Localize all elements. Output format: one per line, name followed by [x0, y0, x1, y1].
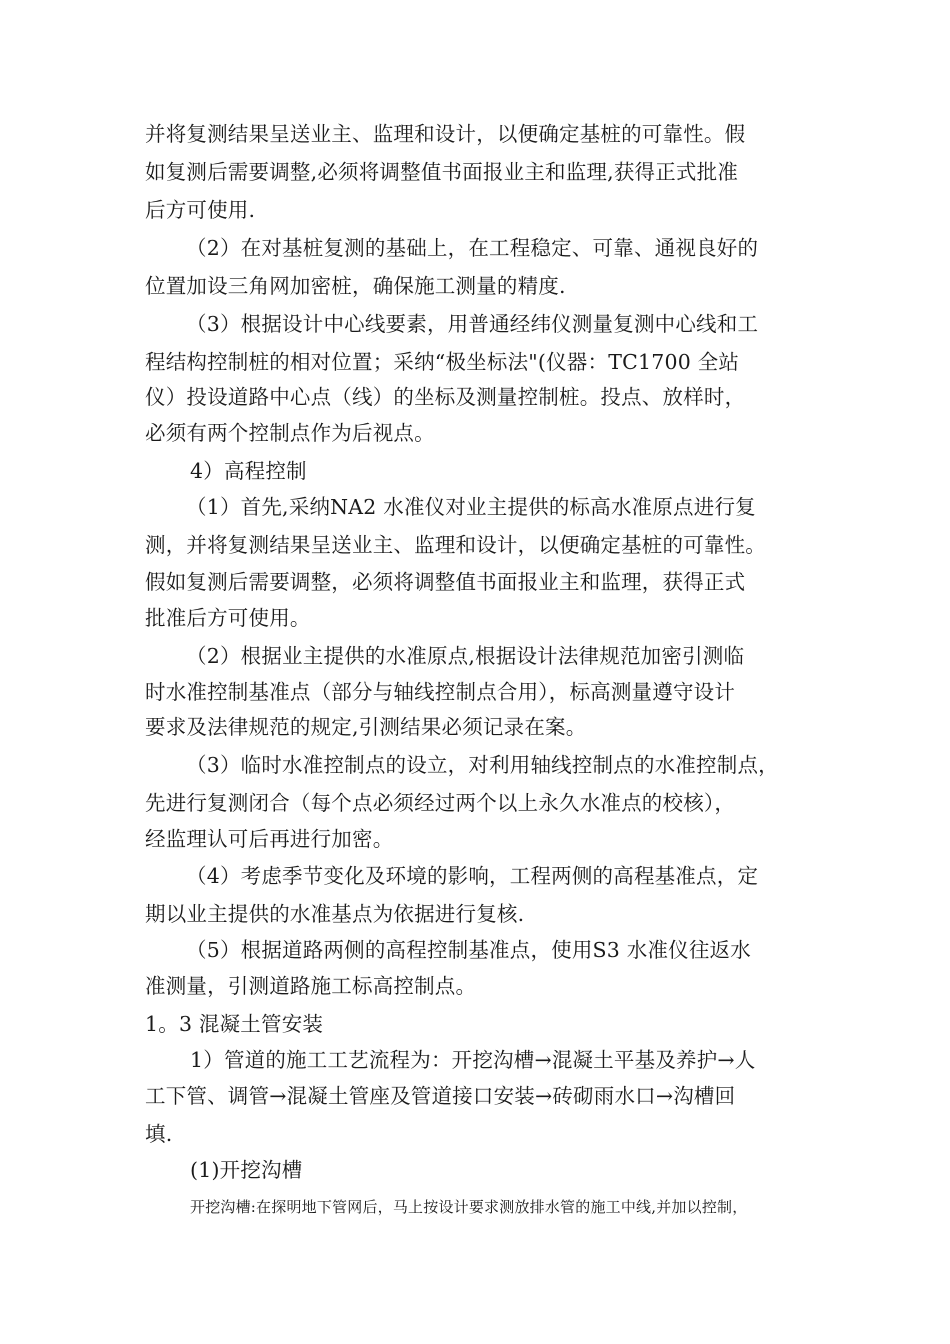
- text-line: （2）在对基桩复测的基础上，在工程稳定、可靠、通视良好的: [186, 236, 759, 260]
- text-line: 仪）投设道路中心点（线）的坐标及测量控制桩。投点、放样时，: [145, 385, 746, 409]
- text-line: 开挖沟槽:在探明地下管网后，马上按设计要求测放排水管的施工中线,并加以控制，: [190, 1198, 748, 1216]
- text-line: 准测量，引测道路施工标高控制点。: [145, 974, 477, 998]
- section-heading: 4）高程控制: [190, 459, 307, 483]
- text-line: 填.: [145, 1122, 173, 1146]
- text-line: 后方可使用.: [145, 198, 256, 222]
- text-line: 期以业主提供的水准基点为依据进行复核.: [145, 902, 525, 926]
- text-line: 如复测后需要调整,必须将调整值书面报业主和监理,获得正式批准: [145, 160, 739, 184]
- text-line: 时水准控制基准点（部分与轴线控制点合用），标高测量遵守设计: [145, 680, 736, 704]
- text-line: 程结构控制桩的相对位置；采纳“极坐标法"(仪器：TC1700 全站: [145, 350, 740, 374]
- text-line: 1）管道的施工工艺流程为：开挖沟槽→混凝土平基及养护→人: [190, 1048, 756, 1072]
- text-line: （3）临时水准控制点的设立，对利用轴线控制点的水准控制点，: [186, 753, 779, 777]
- text-line: （1）首先,采纳NA2 水准仪对业主提供的标高水准原点进行复: [186, 495, 756, 519]
- section-heading: 1。3 混凝土管安装: [145, 1012, 324, 1036]
- text-line: 经监理认可后再进行加密。: [145, 827, 394, 851]
- text-line: 必须有两个控制点作为后视点。: [145, 421, 435, 445]
- text-line: 位置加设三角网加密桩，确保施工测量的精度.: [145, 274, 566, 298]
- text-line: （4）考虑季节变化及环境的影响，工程两侧的高程基准点，定: [186, 864, 759, 888]
- text-line: 先进行复测闭合（每个点必须经过两个以上永久水准点的校核），: [145, 791, 736, 815]
- subsection-heading: (1)开挖沟槽: [190, 1158, 303, 1182]
- text-line: 假如复测后需要调整，必须将调整值书面报业主和监理，获得正式: [145, 570, 746, 594]
- text-line: （2）根据业主提供的水准原点,根据设计法律规范加密引测临: [186, 644, 745, 668]
- text-line: 工下管、调管→混凝土管座及管道接口安装→砖砌雨水口→沟槽回: [145, 1084, 736, 1108]
- text-line: 批准后方可使用。: [145, 606, 311, 630]
- text-line: 并将复测结果呈送业主、监理和设计，以便确定基桩的可靠性。假: [145, 122, 746, 146]
- text-line: （3）根据设计中心线要素，用普通经纬仪测量复测中心线和工: [186, 312, 759, 336]
- text-line: 测，并将复测结果呈送业主、监理和设计，以便确定基桩的可靠性。: [145, 533, 766, 557]
- text-line: （5）根据道路两侧的高程控制基准点，使用S3 水准仪往返水: [186, 938, 751, 962]
- text-line: 要求及法律规范的规定,引测结果必须记录在案。: [145, 715, 587, 739]
